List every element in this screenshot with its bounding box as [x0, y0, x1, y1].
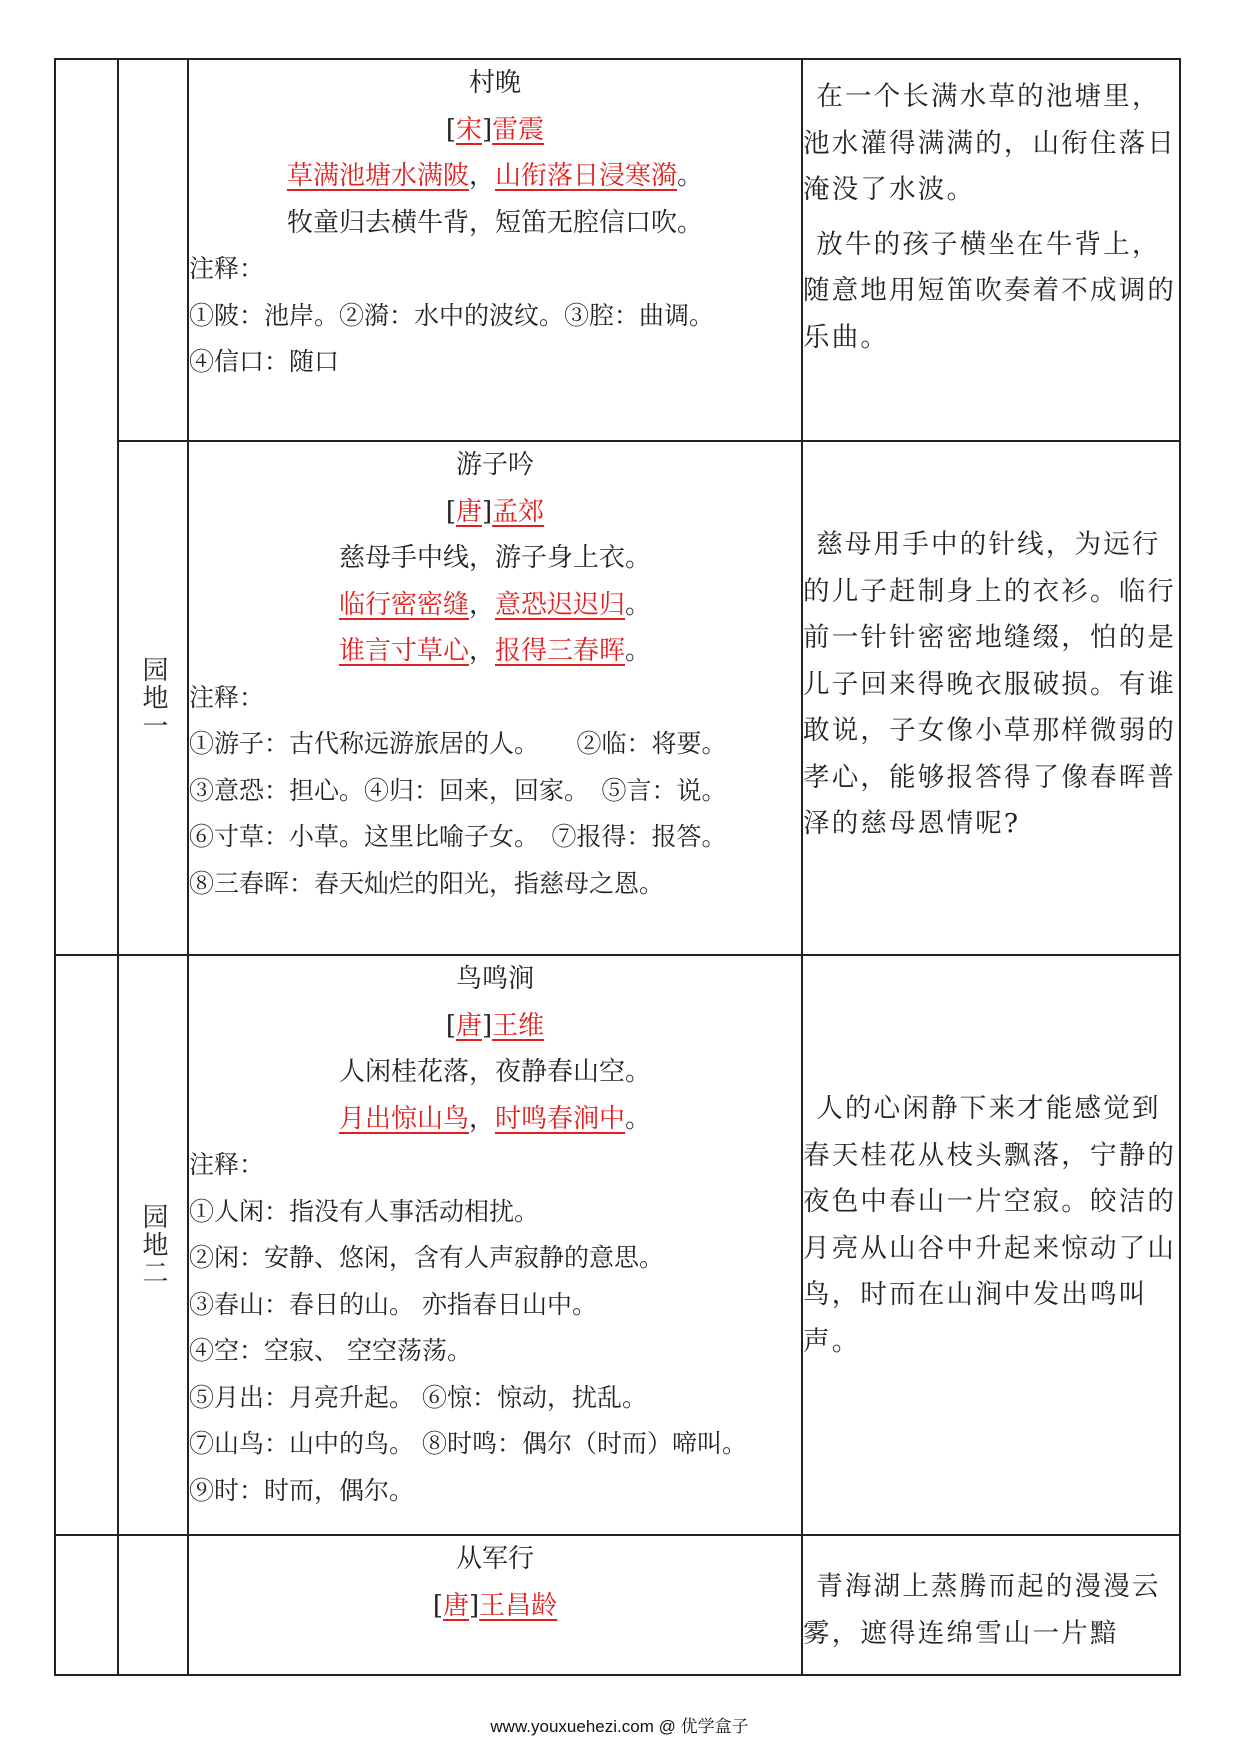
poem-cell [188, 59, 802, 441]
table-row [55, 1535, 1180, 1675]
poem-line [189, 535, 801, 582]
unit-cell [118, 59, 188, 441]
verse-text: 。 [625, 636, 652, 666]
translation-text: 人的心闲静下来才能感觉到春天桂花从枝头飘落，宁静的夜色中春山一片空寂。皎洁的月亮从山谷中升起来惊动了山鸟，时而在山涧中发出鸣叫声。 [803, 1093, 1177, 1357]
author-name: 孟郊 [492, 496, 545, 527]
dynasty: 唐 [442, 1590, 469, 1621]
unit-cell [118, 955, 188, 1535]
unit-cell [118, 1535, 188, 1675]
translation-text: 放牛的孩子横坐在牛背上，随意地用短笛吹奏着不成调的乐曲。 [803, 228, 1177, 353]
note-line: ②闲：安静、悠闲，含有人声寂静的意思。 [189, 1243, 665, 1272]
grade-cell [55, 1535, 118, 1675]
verse-text: 人闲桂花落，夜静春山空。 [338, 1057, 651, 1087]
poem-author-line: [宋]雷震 [445, 114, 545, 145]
note-line: ⑥寸草：小草。这里比喻子女。 ⑦报得：报答。 [189, 822, 727, 851]
note-line: ③春山：春日的山。 亦指春日山中。 [189, 1289, 597, 1319]
highlighted-verse: 时鸣春涧中 [495, 1103, 626, 1134]
poem-title: 从军行 [455, 1544, 534, 1574]
translation-cell [802, 59, 1180, 441]
translation-cell [802, 1535, 1180, 1675]
unit-label: 园地二 [138, 1203, 168, 1287]
note-line: ①陂：池岸。②漪：水中的波纹。③腔：曲调。 [189, 300, 715, 330]
poem-line [189, 200, 801, 247]
highlighted-verse: 谁言寸草心 [338, 636, 469, 666]
verse-text: 。 [625, 1103, 652, 1134]
note-line: ④空：空寂、 空空荡荡。 [189, 1336, 472, 1365]
unit-label: 园地一 [138, 656, 168, 740]
table-row [55, 59, 1180, 441]
poem-author-line: [唐]王维 [445, 1010, 545, 1041]
table-row [55, 441, 1180, 955]
dynasty: 唐 [455, 496, 482, 527]
verse-text: 。 [625, 589, 652, 620]
highlighted-verse: 报得三春晖 [495, 636, 626, 666]
note-line: ①人闲：指没有人事活动相扰。 [189, 1196, 540, 1226]
note-line: ③意恐：担心。④归：回来，回家。 ⑤言：说。 [189, 775, 727, 805]
poem-cell [188, 955, 802, 1535]
highlighted-verse: 山衔落日浸寒漪 [495, 161, 678, 191]
highlighted-verse: 草满池塘水满陂 [286, 161, 469, 191]
verse-text: ， [468, 161, 495, 191]
poem-title: 鸟鸣涧 [455, 964, 534, 994]
verse-text: 牧童归去横牛背，短笛无腔信口吹。 [286, 207, 703, 238]
notes-label: 注释： [189, 682, 265, 712]
table-row [55, 955, 1180, 1535]
poem-author-line: [唐]王昌龄 [432, 1590, 558, 1621]
poem-title: 村晚 [468, 68, 521, 98]
translation-text: 青海湖上蒸腾而起的漫漫云雾，遮得连绵雪山一片黯 [803, 1571, 1161, 1649]
author-name: 王维 [492, 1010, 545, 1041]
grade-cell [55, 955, 118, 1535]
poem-line [189, 153, 801, 200]
note-line: ①游子：古代称远游旅居的人。 ②临：将要。 [189, 729, 727, 758]
note-line: ⑨时：时而，偶尔。 [189, 1475, 415, 1505]
dynasty: 宋 [455, 114, 482, 145]
author-name: 雷震 [492, 114, 545, 145]
verse-text: 慈母手中线，游子身上衣。 [338, 543, 651, 573]
poem-line [189, 582, 801, 629]
verse-text: ， [468, 1103, 495, 1134]
poem-table [54, 58, 1181, 1676]
note-line: ⑦山鸟：山中的鸟。 ⑧时鸣：偶尔（时而）啼叫。 [189, 1429, 747, 1458]
grade-cell [55, 59, 118, 955]
notes-label: 注释： [189, 254, 265, 283]
verse-text: ， [468, 636, 495, 666]
highlighted-verse: 月出惊山鸟 [338, 1103, 469, 1134]
translation-cell [802, 441, 1180, 955]
unit-cell [118, 441, 188, 955]
poem-line [189, 628, 801, 675]
translation-text: 慈母用手中的针线，为远行的儿子赶制身上的衣衫。临行前一针针密密地缝缀，怕的是儿子回来得晚衣服破损。有谁敢说，子女像小草那样微弱的孝心，能够报答得了像春晖普泽的慈母恩情呢? [803, 529, 1177, 839]
poem-line [189, 1096, 801, 1143]
poem-line [189, 1049, 801, 1096]
verse-text: 。 [677, 161, 704, 191]
highlighted-verse: 临行密密缝 [338, 589, 469, 620]
verse-text: ， [468, 589, 495, 620]
poem-cell [188, 441, 802, 955]
highlighted-verse: 意恐迟迟归 [495, 589, 626, 620]
translation-cell [802, 955, 1180, 1535]
translation-text: 在一个长满水草的池塘里，池水灌得满满的，山衔住落日淹没了水波。 [803, 81, 1177, 205]
poem-author-line: [唐]孟郊 [445, 496, 545, 527]
note-line: ⑧三春晖：春天灿烂的阳光，指慈母之恩。 [189, 868, 665, 898]
page-footer: www.youxuehezi.com @ 优学盒子 [490, 1717, 749, 1736]
note-line: ④信口：随口 [189, 347, 340, 376]
poem-title: 游子吟 [455, 450, 534, 480]
author-name: 王昌龄 [479, 1590, 558, 1621]
poem-cell [188, 1535, 802, 1675]
note-line: ⑤月出：月亮升起。 ⑥惊：惊动，扰乱。 [189, 1382, 647, 1412]
dynasty: 唐 [455, 1010, 482, 1041]
notes-label: 注释： [189, 1150, 265, 1179]
